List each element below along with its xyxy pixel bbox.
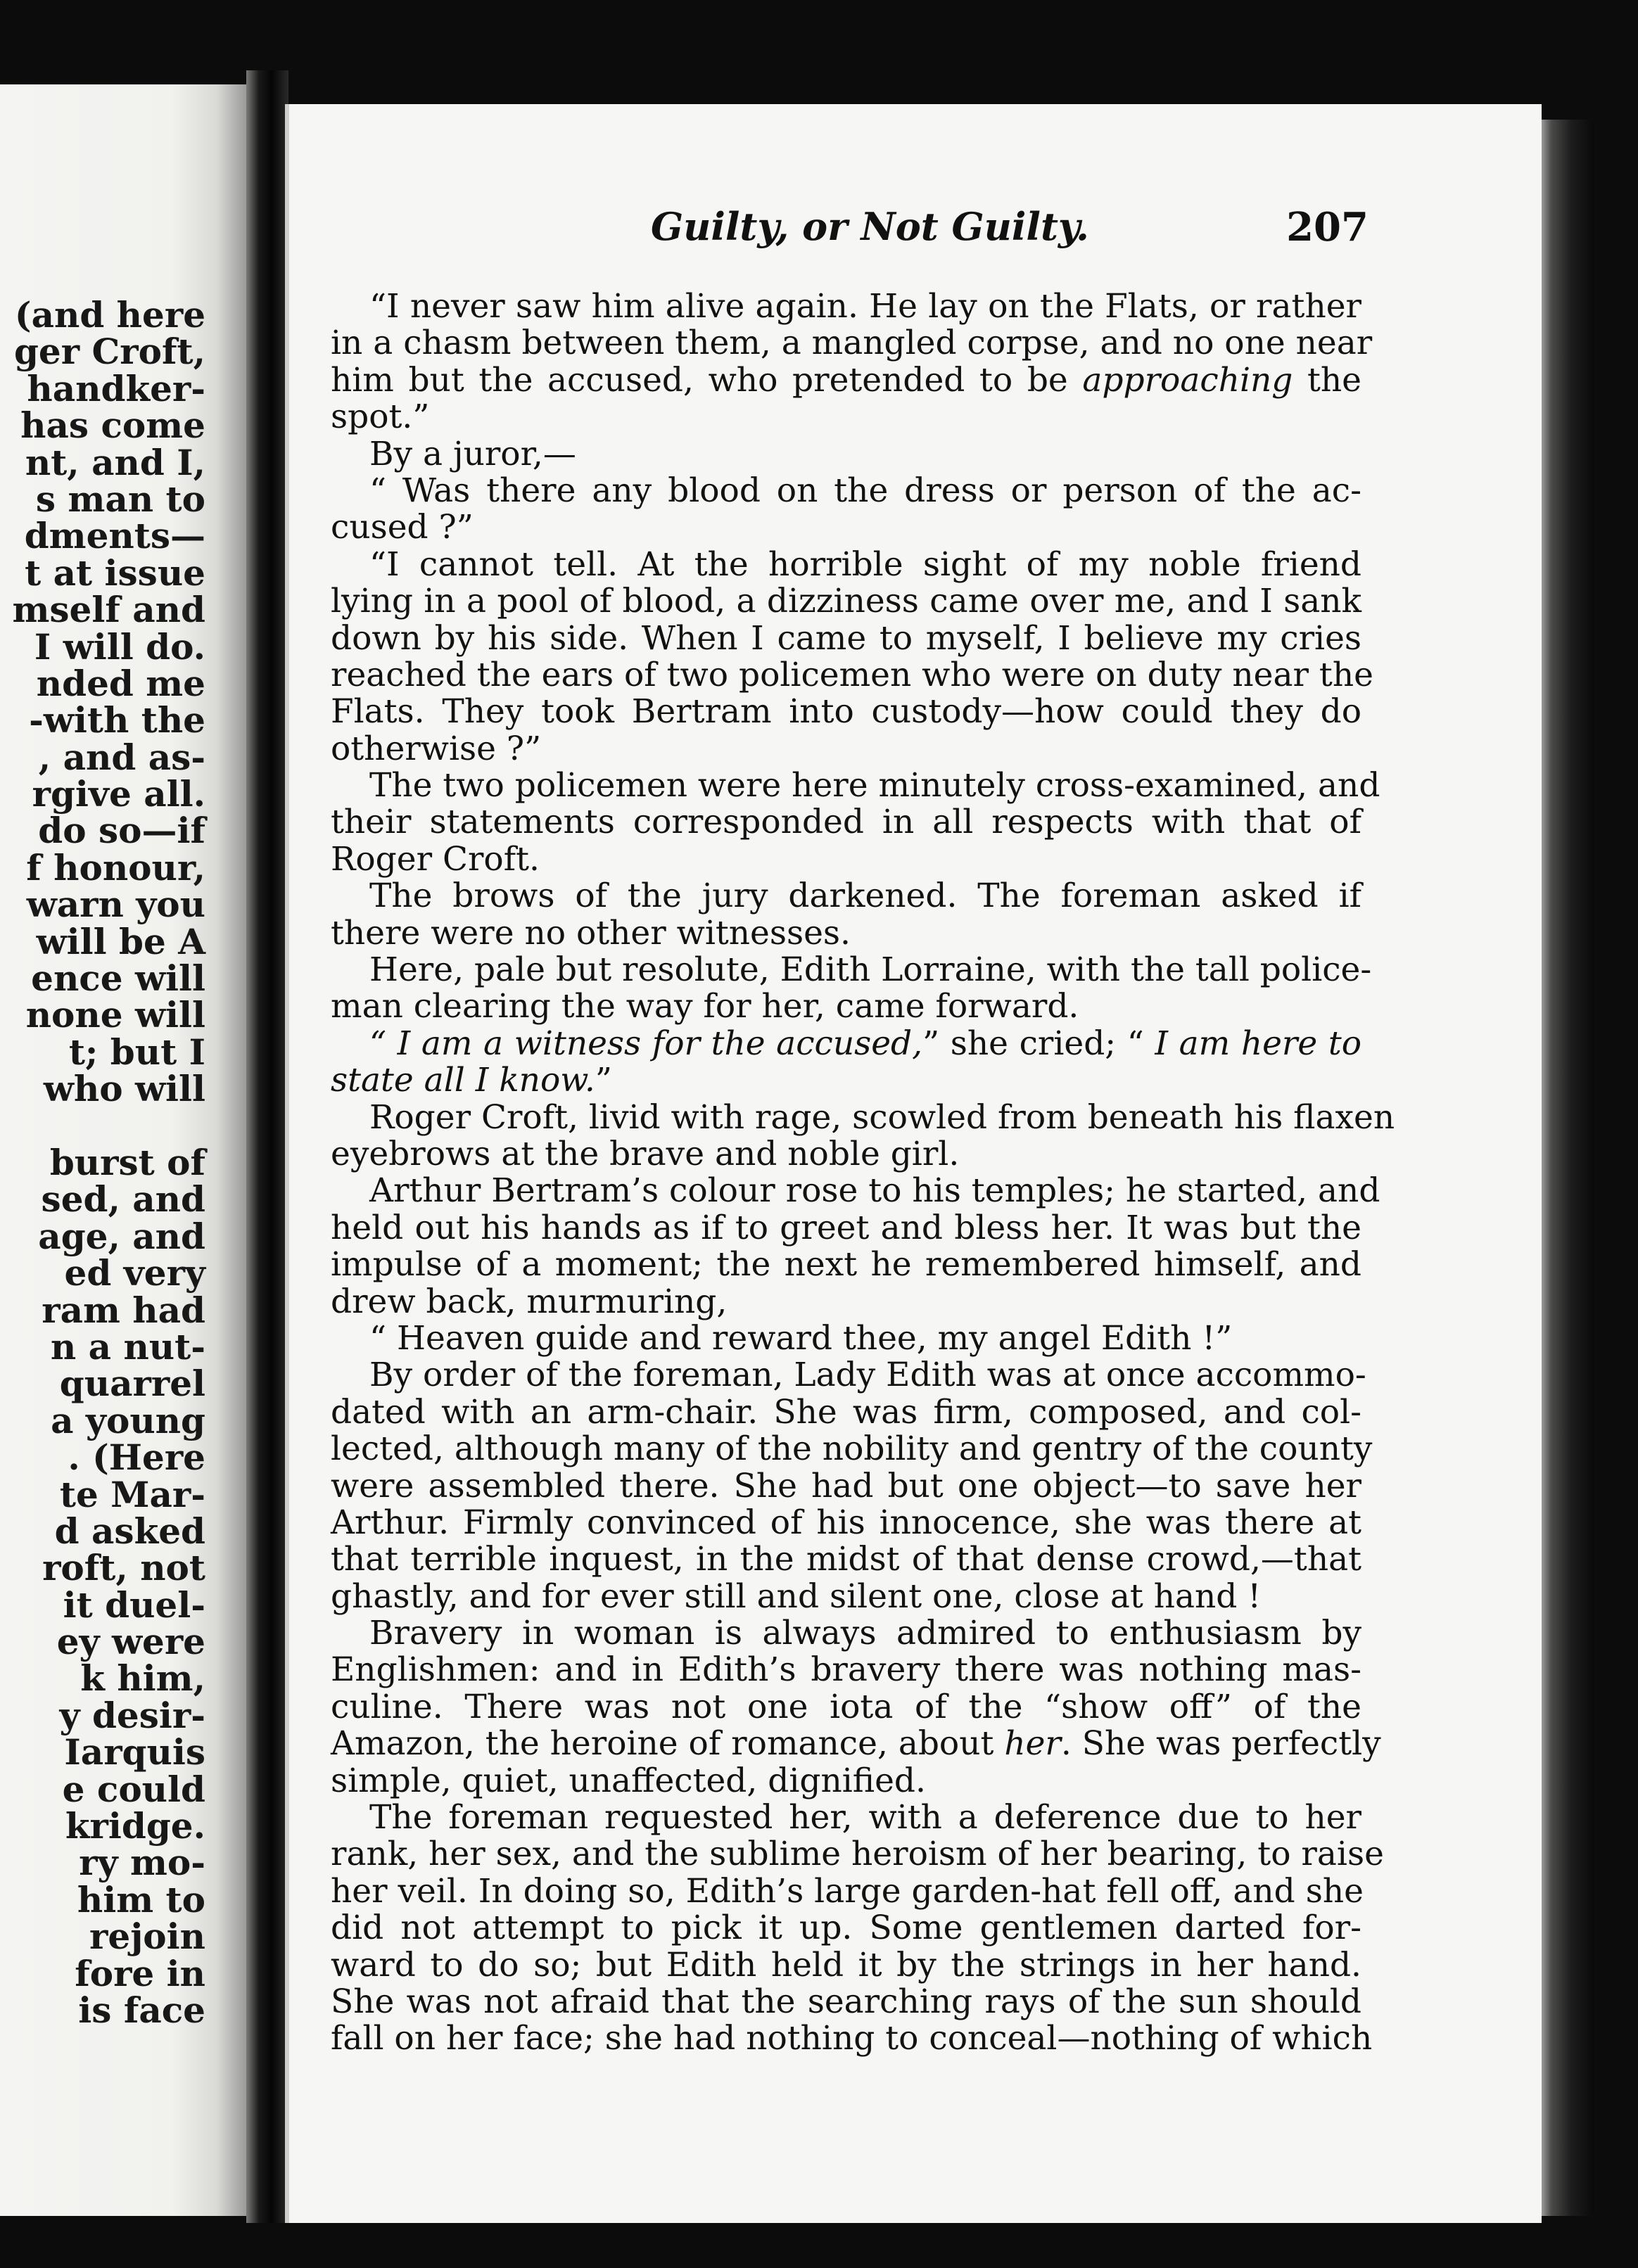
text-line: lying in a pool of blood, a dizziness came over me, and I sank bbox=[331, 582, 1361, 621]
text-line: reached the ears of two policemen who were on duty near the bbox=[331, 655, 1373, 694]
text-line: held out his hands as if to greet and bless her. It was but the bbox=[331, 1208, 1361, 1247]
text-line: “ Heaven guide and reward thee, my angel Edith !” bbox=[369, 1318, 1233, 1358]
left-page-line: ry mo- bbox=[79, 1842, 205, 1884]
text-line: dated with an arm-chair. She was firm, composed, and col- bbox=[331, 1392, 1361, 1432]
text-line: culine. There was not one iota of the “show off” of the bbox=[331, 1687, 1361, 1726]
left-page-line: ey were bbox=[56, 1621, 205, 1663]
left-page-line: warn you bbox=[26, 884, 205, 926]
text-line: in a chasm between them, a mangled corpse, and no one near bbox=[331, 324, 1373, 363]
text-line: there were no other witnesses. bbox=[331, 913, 851, 953]
text-line: The foreman requested her, with a deference due to her bbox=[369, 1798, 1361, 1837]
left-page-line bbox=[0, 1108, 205, 1145]
page-body bbox=[331, 287, 1395, 2058]
left-facing-page bbox=[0, 84, 246, 2216]
left-page-line: s man to bbox=[35, 478, 205, 520]
book-gutter bbox=[246, 70, 288, 2223]
text-line: eyebrows at the brave and noble girl. bbox=[331, 1134, 960, 1173]
text-line: rank, her sex, and the sublime heroism of her bearing, to raise bbox=[331, 1835, 1384, 1874]
text-line: that terrible inquest, in the midst of that dense crowd,—that bbox=[331, 1540, 1361, 1579]
text-line: state all I know.” bbox=[331, 1061, 612, 1100]
running-title: Guilty, or Not Guilty. bbox=[651, 204, 1089, 249]
text-line: down by his side. When I came to myself, I believe my cries bbox=[331, 618, 1361, 658]
left-page-line: do so—if bbox=[38, 810, 205, 852]
text-line: him but the accused, who pretended to be approaching the bbox=[331, 360, 1361, 400]
text-line: “ I am a witness for the accused,” she cried; “ I am here to bbox=[369, 1024, 1362, 1063]
text-line: did not attempt to pick it up. Some gentlemen darted for- bbox=[331, 1909, 1361, 1948]
left-page-line: f honour, bbox=[26, 846, 205, 888]
text-line: Flats. They took Bertram into custody—how could they do bbox=[331, 692, 1361, 732]
text-line: otherwise ?” bbox=[331, 729, 542, 768]
left-page-line: is face bbox=[78, 1989, 205, 2031]
left-page-line: . (Here bbox=[68, 1436, 205, 1479]
left-page-line: kridge. bbox=[65, 1805, 205, 1847]
text-line: spot.” bbox=[331, 397, 430, 437]
text-line: Here, pale but resolute, Edith Lorraine, with the tall police- bbox=[369, 950, 1372, 990]
text-line: Arthur. Firmly convinced of his innocence, she was there at bbox=[331, 1503, 1361, 1542]
text-line: ghastly, and for ever still and silent one, close at hand ! bbox=[331, 1576, 1262, 1616]
text-line: man clearing the way for her, came forward. bbox=[331, 987, 1079, 1026]
left-page-line: age, and bbox=[38, 1215, 205, 1257]
text-line: Bravery in woman is always admired to enthusiasm by bbox=[369, 1614, 1361, 1653]
left-page-line: I will do. bbox=[34, 625, 205, 668]
left-page-line: him to bbox=[77, 1878, 205, 1920]
left-page-line: burst of bbox=[49, 1141, 205, 1183]
page-edge bbox=[1537, 120, 1594, 2216]
text-line: cused ?” bbox=[331, 508, 474, 547]
text-line: simple, quiet, unaffected, dignified. bbox=[331, 1761, 926, 1800]
left-page-line: dments— bbox=[24, 515, 205, 557]
left-page-line: none will bbox=[25, 994, 205, 1036]
left-page-line: -with the bbox=[29, 699, 205, 741]
left-page-line: nded me bbox=[36, 662, 205, 704]
text-line: She was not afraid that the searching rays of the sun should bbox=[331, 1982, 1361, 2021]
text-line: “I never saw him alive again. He lay on the Flats, or rather bbox=[369, 287, 1361, 326]
text-line: were assembled there. She had but one object—to save her bbox=[331, 1466, 1361, 1505]
text-line: By order of the foreman, Lady Edith was at once accommo- bbox=[369, 1356, 1366, 1395]
left-page-line: who will bbox=[43, 1068, 205, 1110]
left-page-line: fore in bbox=[75, 1952, 205, 1994]
page-header bbox=[651, 204, 1369, 260]
text-line: Arthur Bertram’s colour rose to his temples; he started, and bbox=[369, 1171, 1380, 1211]
text-line: ward to do so; but Edith held it by the strings in her hand. bbox=[331, 1945, 1361, 1984]
left-page-line: has come bbox=[20, 404, 205, 447]
text-line: The two policemen were here minutely cross-examined, and bbox=[369, 766, 1380, 805]
page-number: 207 bbox=[1286, 204, 1369, 250]
left-page-line: t; but I bbox=[68, 1031, 205, 1073]
left-page-line: , and as- bbox=[38, 736, 205, 778]
text-line: Englishmen: and in Edith’s bravery there was nothing mas- bbox=[331, 1650, 1361, 1690]
left-page-line: k him, bbox=[80, 1657, 205, 1700]
left-page-line: n a nut- bbox=[50, 1325, 205, 1368]
text-line: their statements corresponded in all respects with that of bbox=[331, 803, 1361, 842]
left-page-line: will be A bbox=[36, 920, 205, 962]
left-page-line: ed very bbox=[64, 1252, 205, 1294]
left-page-line: sed, and bbox=[41, 1178, 205, 1221]
left-page-line: y desir- bbox=[59, 1694, 205, 1736]
left-page-line: nt, and I, bbox=[25, 441, 205, 483]
left-page-text bbox=[0, 294, 205, 2031]
text-line: By a juror,— bbox=[369, 434, 576, 473]
left-page-line: t at issue bbox=[25, 552, 205, 594]
text-line: fall on her face; she had nothing to conceal—nothing of which bbox=[331, 2019, 1373, 2058]
left-page-line: mself and bbox=[12, 589, 205, 631]
text-line: her veil. In doing so, Edith’s large garden-hat fell off, and she bbox=[331, 1871, 1364, 1911]
left-page-line: quarrel bbox=[59, 1363, 205, 1405]
text-line: drew back, murmuring, bbox=[331, 1282, 728, 1321]
left-page-line: it duel- bbox=[63, 1584, 205, 1626]
text-line: “ Was there any blood on the dress or person of the ac- bbox=[369, 471, 1361, 510]
left-page-line: rgive all. bbox=[32, 773, 205, 815]
text-line: The brows of the jury darkened. The foreman asked if bbox=[369, 877, 1361, 916]
left-page-line: ence will bbox=[31, 957, 205, 1000]
text-line: impulse of a moment; the next he remembered himself, and bbox=[331, 1245, 1361, 1285]
text-line: Roger Croft, livid with rage, scowled from beneath his flaxen bbox=[369, 1097, 1395, 1137]
text-line: Amazon, the heroine of romance, about her. She was perfectly bbox=[331, 1724, 1381, 1764]
left-page-line: a young bbox=[51, 1399, 205, 1441]
left-page-line: (and here bbox=[14, 294, 205, 336]
left-page-line: ram had bbox=[42, 1289, 205, 1331]
text-line: “I cannot tell. At the horrible sight of my noble friend bbox=[369, 544, 1361, 584]
left-page-line: Iarquis bbox=[64, 1731, 205, 1773]
left-page-line: roft, not bbox=[42, 1547, 205, 1589]
left-page-line: ger Croft, bbox=[13, 331, 205, 373]
left-page-line: e could bbox=[62, 1768, 205, 1810]
text-line: Roger Croft. bbox=[331, 839, 540, 879]
left-page-line: d asked bbox=[54, 1510, 205, 1552]
text-line: lected, although many of the nobility and gentry of the county bbox=[331, 1429, 1373, 1469]
left-page-line: rejoin bbox=[89, 1916, 205, 1958]
left-page-line: te Mar- bbox=[59, 1473, 205, 1515]
left-page-line: handker- bbox=[27, 367, 205, 409]
